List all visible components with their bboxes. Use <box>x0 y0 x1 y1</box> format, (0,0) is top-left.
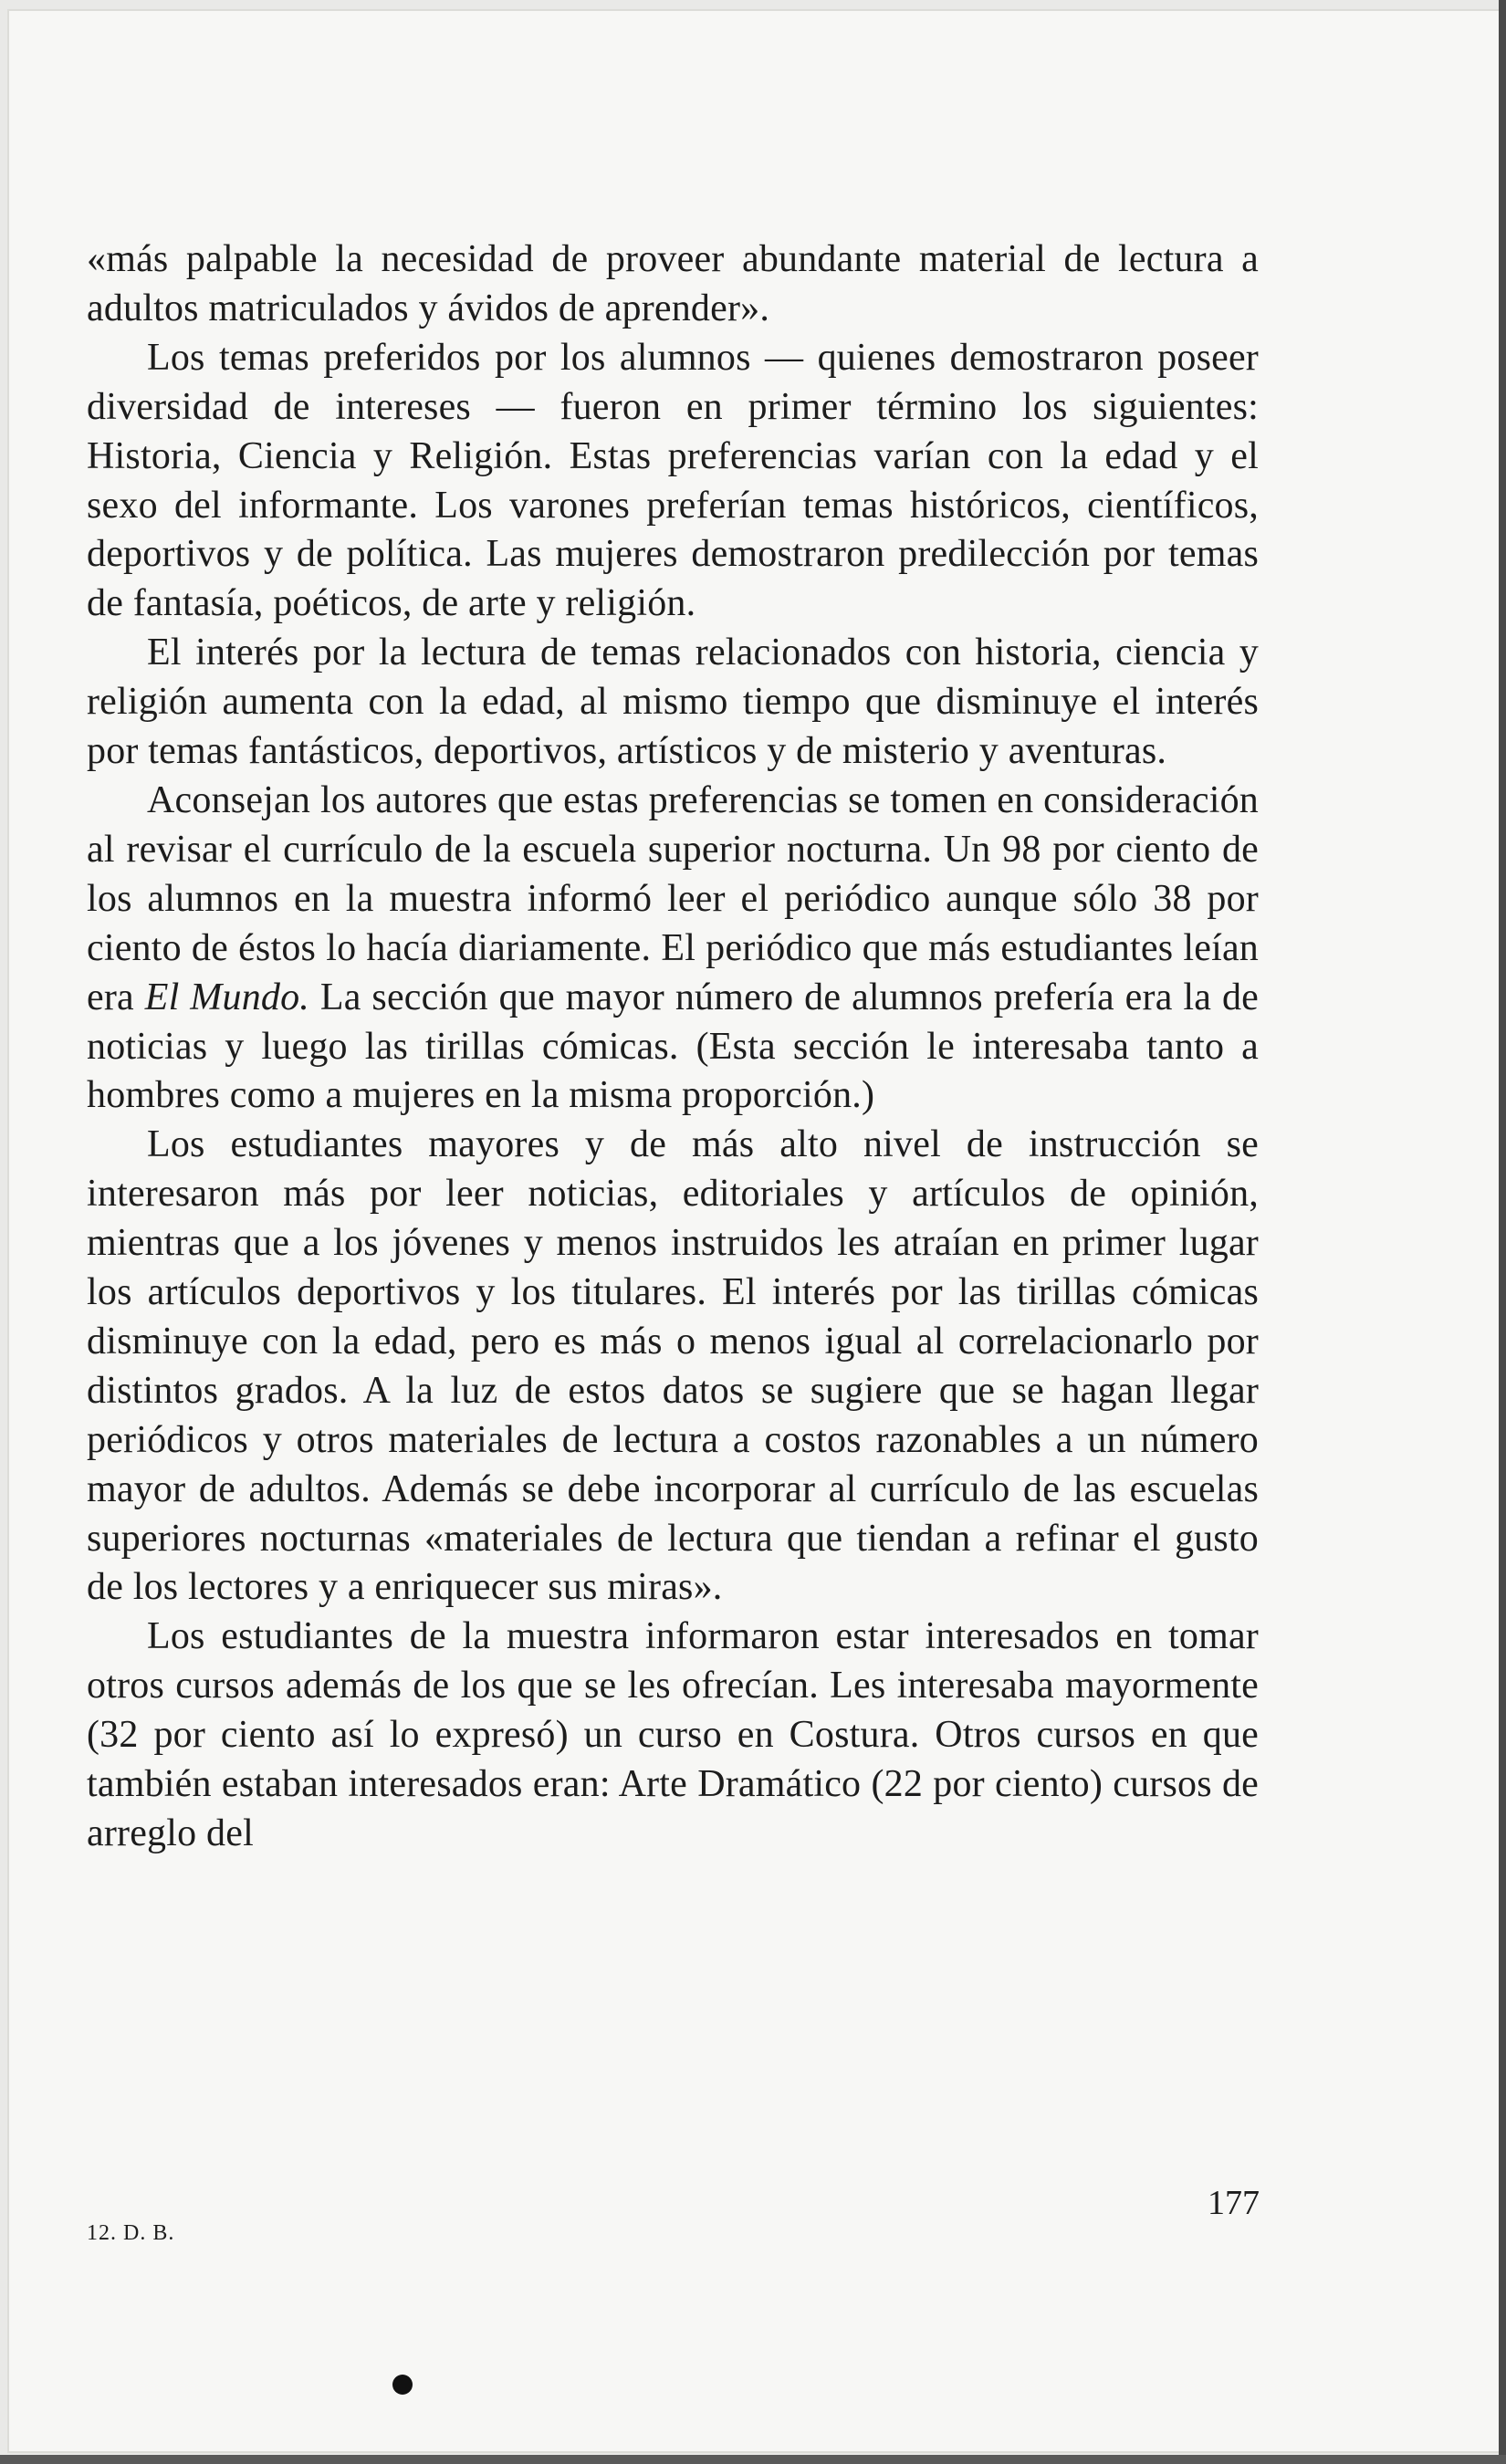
paragraph-5 <box>87 1121 1259 1613</box>
body-text <box>87 235 1259 1859</box>
paragraph-4 <box>87 777 1259 1121</box>
paragraph-2 <box>87 334 1259 629</box>
paragraph-6-text: Los estudiantes de la muestra informaron estar interesados en tomar otros cursos además de los que se les ofrecían. Les interesaba mayormente (32 por ciento así lo expresó) un curso en Costura. Otros cursos en que también estaban interesados eran: Arte Dramático (22 por ciento) cursos de arreglo del <box>87 1615 1259 1854</box>
paragraph-3-text: El interés por la lectura de temas relacionados con historia, ciencia y religión aumenta con la edad, al mismo tiempo que disminuye el interés por temas fantásticos, deportivos, artísticos y de misterio y aventuras. <box>87 632 1259 773</box>
paragraph-4-text-a: Aconsejan los autores que estas preferencias se tomen en consideración al revisar el currículo de la escuela superior nocturna. Un 98 por ciento de los alumnos en la muestra informó leer el periódico aunque sólo 38 por ciento de éstos lo hacía diariamente. El periódico que más estudiantes leían era <box>87 778 1259 1018</box>
paragraph-3 <box>87 629 1259 777</box>
paragraph-4-text-b: La sección que mayor número de alumnos prefería era la de noticias y luego las tirillas cómicas. (Esta sección le interesaba tanto a hombres como a mujeres en la misma proporción.) <box>87 976 1259 1117</box>
newspaper-title: El Mundo. <box>144 976 309 1018</box>
paragraph-6 <box>87 1613 1259 1859</box>
scan-edge-bottom <box>0 2455 1506 2464</box>
printer-signature-mark: 12. D. B. <box>87 2221 175 2245</box>
paragraph-2-text: Los temas preferidos por los alumnos — quienes demostraron poseer diversidad de intereses — fueron en primer término los siguientes: Historia, Ciencia y Religión. Estas preferencias varían con la edad y el sexo del informante. Los varones preferían temas históricos, científicos, deportivos y de política. Las mujeres demostraron predilección por temas de fantasía, poéticos, de arte y religión. <box>87 336 1259 625</box>
page-sheet <box>7 9 1501 2453</box>
scan-edge-right <box>1499 0 1506 2464</box>
paragraph-1 <box>87 235 1259 334</box>
ink-spot <box>392 2375 413 2395</box>
page-number: 177 <box>1208 2184 1260 2222</box>
paragraph-5-text: Los estudiantes mayores y de más alto nivel de instrucción se interesaron más por leer noticias, editoriales y artículos de opinión, mientras que a los jóvenes y menos instruidos les atraían en primer lugar los artículos deportivos y los titulares. El interés por las tirillas cómicas disminuye con la edad, pero es más o menos igual al correlacionarlo por distintos grados. A la luz de estos datos se sugiere que se hagan llegar periódicos y otros materiales de lectura a costos razonables a un número mayor de adultos. Además se debe incorporar al currículo de las escuelas superiores nocturnas «materiales de lectura que tiendan a refinar el gusto de los lectores y a enriquecer sus miras». <box>87 1123 1259 1609</box>
paragraph-1-text: «más palpable la necesidad de proveer abundante material de lectura a adultos matriculados y ávidos de aprender». <box>87 238 1259 329</box>
